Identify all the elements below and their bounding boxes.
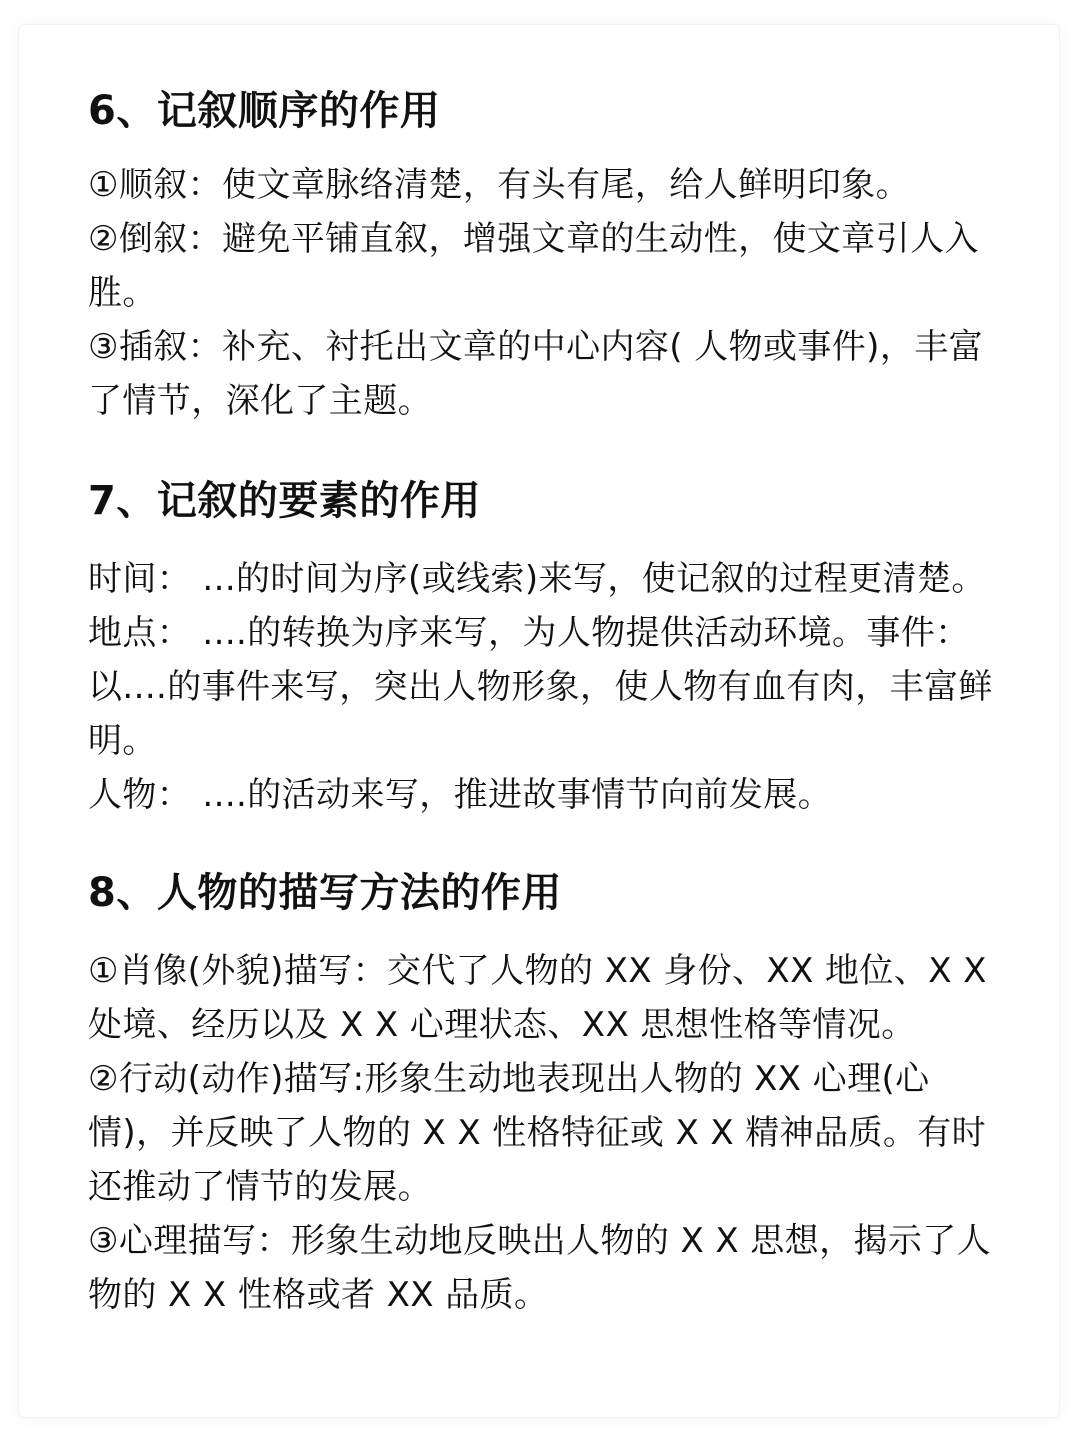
section-narrative-order	[88, 82, 1003, 428]
section-character-description	[88, 864, 1003, 1322]
document-content	[88, 82, 1003, 1364]
section-narrative-elements	[88, 472, 1003, 822]
section-title: 8、人物的描写方法的作用	[88, 870, 562, 916]
section-title: 7、记叙的要素的作用	[88, 478, 481, 524]
paragraph-chronological: ①顺叙：使文章脉络清楚，有头有尾，给人鲜明印象。	[88, 165, 911, 205]
paragraph-character: 人物： ....的活动来写，推进故事情节向前发展。	[88, 775, 833, 815]
paragraph-time-place-event: 时间： ...的时间为序(或线索)来写，使记叙的过程更清楚。地点： ....的转换为序来写，为人物提供活动环境。事件：以....的事件来写，突出人物形象，使人物有血有肉，丰富鲜明。	[88, 559, 993, 761]
section-title: 6、记叙顺序的作用	[88, 88, 441, 134]
paragraph-interpolation: ③插叙：补充、衬托出文章的中心内容( 人物或事件)，丰富了情节，深化了主题。	[88, 327, 984, 421]
paragraph-psychology: ③心理描写：形象生动地反映出人物的 X X 思想，揭示了人物的 X X 性格或者 XX 品质。	[88, 1221, 992, 1315]
paragraph-action: ②行动(动作)描写:形象生动地表现出人物的 XX 心理(心情)，并反映了人物的 X X 性格特征或 X X 精神品质。有时还推动了情节的发展。	[88, 1059, 987, 1207]
paragraph-flashback: ②倒叙：避免平铺直叙，增强文章的生动性，使文章引人入胜。	[88, 219, 979, 313]
paragraph-portrait: ①肖像(外貌)描写：交代了人物的 XX 身份、XX 地位、X X 处境、经历以及 X X 心理状态、XX 思想性格等情况。	[88, 951, 987, 1045]
